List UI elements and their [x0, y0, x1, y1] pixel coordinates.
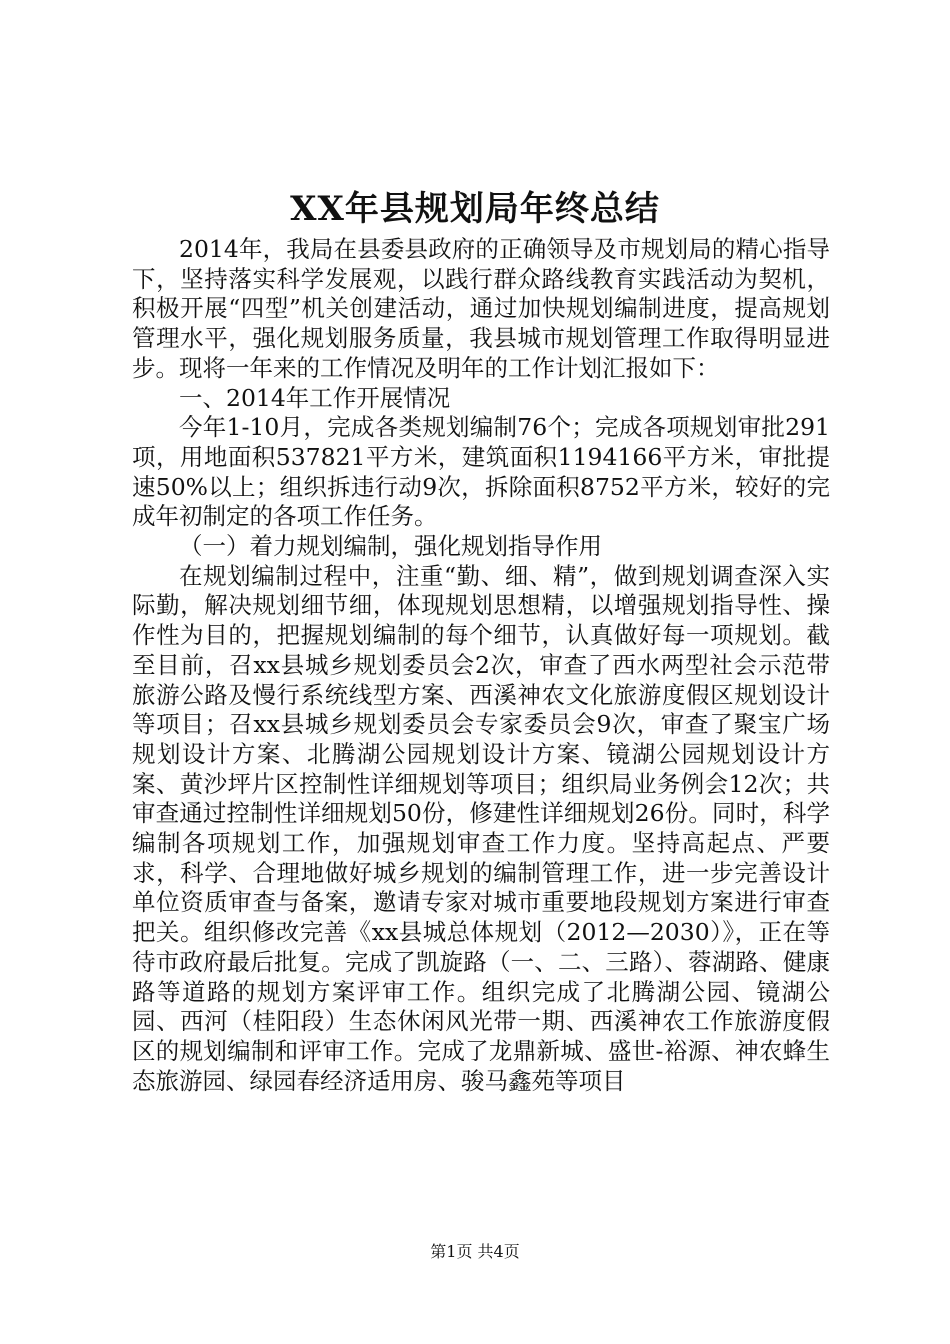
- document-title: XX年县规划局年终总结: [290, 189, 660, 229]
- section-heading: 一、2014年工作开展情况: [179, 383, 451, 412]
- detail-paragraph: 在规划编制过程中，注重“勤、细、精”，做到规划调查深入实际勤，解决规划细节细，体现规划思想精，以增强规划指导性、操作性为目的，把握规划编制的每个细节，认真做好每一项规划。截至目前，召xx县城乡规划委员会2次，审查了西水两型社会示范带旅游公路及慢行系统线型方案、西溪神农文化旅游度假区规划设计等项目；召xx县城乡规划委员会专家委员会9次，审查了聚宝广场规划设计方案、北腾湖公园规划设计方案、镜湖公园规划设计方案、黄沙坪片区控制性详细规划等项目；组织局业务例会12次；共审查通过控制性详细规划50份，修建性详细规划26份。同时，科学编制各项规划工作，加强规划审查工作力度。坚持高起点、严要求，科学、合理地做好城乡规划的编制管理工作，进一步完善设计单位资质审查与备案，邀请专家对城市重要地段规划方案进行审查把关。组织修改完善《xx县城总体规划（2012—2030）》，正在等待市政府最后批复。完成了凯旋路（一、二、三路）、蓉湖路、健康路等道路的规划方案评审工作。组织完成了北腾湖公园、镜湖公园、西河（桂阳段）生态休闲风光带一期、西溪神农工作旅游度假区的规划编制和评审工作。完成了龙鼎新城、盛世-裕源、神农蜂生态旅游园、绿园春经济适用房、骏马鑫苑等项目: [132, 561, 830, 1095]
- document-body: [132, 235, 830, 1096]
- page-footer: 第1页 共4页: [430, 1242, 520, 1261]
- subsection-heading: （一）着力规划编制，强化规划指导作用: [179, 532, 602, 561]
- intro-paragraph: 2014年，我局在县委县政府的正确领导及市规划局的精心指导下，坚持落实科学发展观，以践行群众路线教育实践活动为契机，积极开展“四型”机关创建活动，通过加快规划编制进度，提高规划管理水平，强化规划服务质量，我县城市规划管理工作取得明显进步。现将一年来的工作情况及明年的工作计划汇报如下：: [132, 235, 830, 382]
- summary-paragraph: 今年1-10月，完成各类规划编制76个；完成各项规划审批291项，用地面积537821平方米，建筑面积1194166平方米，审批提速50%以上；组织拆违行动9次，拆除面积8752平方米，较好的完成年初制定的各项工作任务。: [132, 413, 830, 531]
